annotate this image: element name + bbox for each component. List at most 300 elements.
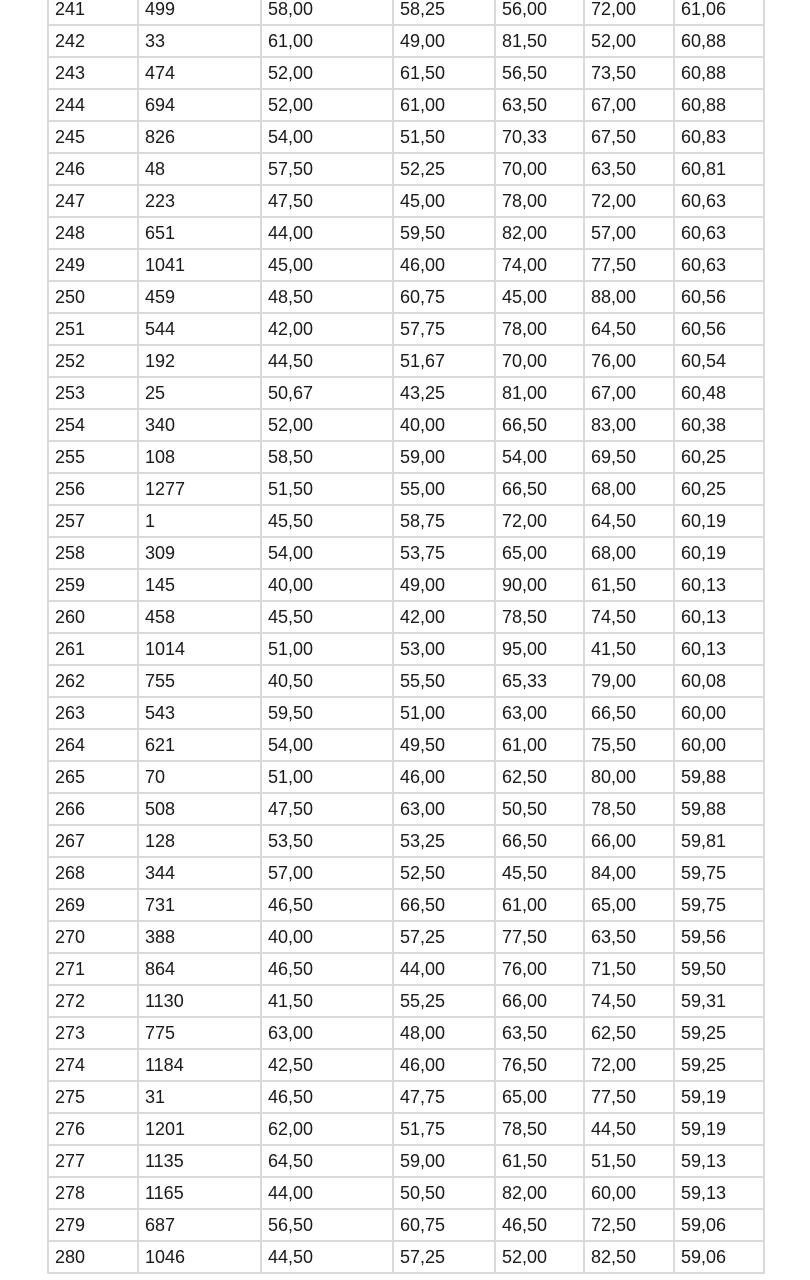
- cell-average: 60,25: [674, 441, 764, 473]
- cell-score-4: 71,50: [584, 953, 674, 985]
- cell-score-4: 65,00: [584, 889, 674, 921]
- cell-score-1: 57,50: [261, 153, 393, 185]
- cell-id: 309: [138, 537, 261, 569]
- cell-score-3: 78,50: [495, 1113, 584, 1145]
- table-row: [48, 729, 764, 761]
- cell-rank: 266: [48, 793, 138, 825]
- cell-score-1: 46,50: [261, 889, 393, 921]
- cell-average: 59,25: [674, 1017, 764, 1049]
- cell-id: 145: [138, 569, 261, 601]
- cell-score-2: 55,00: [393, 473, 495, 505]
- cell-score-3: 45,50: [495, 857, 584, 889]
- cell-score-1: 64,50: [261, 1145, 393, 1177]
- table-row: [48, 409, 764, 441]
- cell-average: 59,50: [674, 953, 764, 985]
- cell-id: 687: [138, 1209, 261, 1241]
- cell-id: 340: [138, 409, 261, 441]
- cell-score-4: 63,50: [584, 921, 674, 953]
- cell-average: 59,06: [674, 1241, 764, 1273]
- table-row: [48, 825, 764, 857]
- cell-score-1: 42,50: [261, 1049, 393, 1081]
- cell-score-1: 46,50: [261, 953, 393, 985]
- cell-id: 1046: [138, 1241, 261, 1273]
- cell-average: 59,25: [674, 1049, 764, 1081]
- cell-score-2: 46,00: [393, 1049, 495, 1081]
- cell-rank: 265: [48, 761, 138, 793]
- cell-id: 1184: [138, 1049, 261, 1081]
- cell-score-4: 72,00: [584, 0, 674, 25]
- cell-score-3: 52,00: [495, 1241, 584, 1273]
- cell-score-3: 70,00: [495, 153, 584, 185]
- cell-score-3: 70,33: [495, 121, 584, 153]
- cell-score-3: 66,00: [495, 985, 584, 1017]
- cell-average: 61,06: [674, 0, 764, 25]
- cell-average: 60,88: [674, 25, 764, 57]
- cell-rank: 277: [48, 1145, 138, 1177]
- cell-rank: 248: [48, 217, 138, 249]
- table-row: [48, 281, 764, 313]
- cell-score-2: 57,75: [393, 313, 495, 345]
- cell-score-4: 74,50: [584, 985, 674, 1017]
- cell-id: 192: [138, 345, 261, 377]
- cell-score-4: 68,00: [584, 473, 674, 505]
- table-row: [48, 1241, 764, 1273]
- cell-average: 60,19: [674, 537, 764, 569]
- cell-score-1: 45,00: [261, 249, 393, 281]
- cell-average: 59,75: [674, 857, 764, 889]
- cell-score-4: 72,50: [584, 1209, 674, 1241]
- cell-score-3: 70,00: [495, 345, 584, 377]
- table-row: [48, 985, 764, 1017]
- cell-rank: 257: [48, 505, 138, 537]
- cell-score-1: 40,00: [261, 921, 393, 953]
- cell-rank: 270: [48, 921, 138, 953]
- cell-score-2: 61,00: [393, 89, 495, 121]
- cell-score-3: 50,50: [495, 793, 584, 825]
- table-row: [48, 121, 764, 153]
- cell-rank: 262: [48, 665, 138, 697]
- cell-average: 60,00: [674, 729, 764, 761]
- cell-id: 344: [138, 857, 261, 889]
- cell-id: 544: [138, 313, 261, 345]
- cell-score-1: 51,00: [261, 761, 393, 793]
- cell-rank: 260: [48, 601, 138, 633]
- cell-score-2: 53,25: [393, 825, 495, 857]
- cell-rank: 280: [48, 1241, 138, 1273]
- cell-score-4: 76,00: [584, 345, 674, 377]
- cell-rank: 251: [48, 313, 138, 345]
- cell-rank: 279: [48, 1209, 138, 1241]
- cell-score-2: 60,75: [393, 281, 495, 313]
- cell-rank: 268: [48, 857, 138, 889]
- cell-score-3: 46,50: [495, 1209, 584, 1241]
- cell-rank: 272: [48, 985, 138, 1017]
- table-row: [48, 1145, 764, 1177]
- cell-score-2: 57,25: [393, 1241, 495, 1273]
- cell-score-3: 78,50: [495, 601, 584, 633]
- cell-rank: 271: [48, 953, 138, 985]
- cell-average: 59,19: [674, 1113, 764, 1145]
- cell-rank: 242: [48, 25, 138, 57]
- cell-score-2: 47,75: [393, 1081, 495, 1113]
- cell-score-2: 55,50: [393, 665, 495, 697]
- cell-average: 60,88: [674, 57, 764, 89]
- table-body: [48, 0, 764, 1273]
- cell-score-4: 82,50: [584, 1241, 674, 1273]
- cell-score-4: 88,00: [584, 281, 674, 313]
- cell-score-3: 66,50: [495, 825, 584, 857]
- cell-score-2: 63,00: [393, 793, 495, 825]
- cell-score-1: 54,00: [261, 729, 393, 761]
- cell-score-1: 52,00: [261, 57, 393, 89]
- cell-score-2: 53,00: [393, 633, 495, 665]
- table-row: [48, 697, 764, 729]
- results-table: [47, 0, 765, 1274]
- cell-id: 694: [138, 89, 261, 121]
- cell-rank: 255: [48, 441, 138, 473]
- cell-score-1: 42,00: [261, 313, 393, 345]
- table-row: [48, 313, 764, 345]
- cell-id: 775: [138, 1017, 261, 1049]
- cell-score-3: 65,00: [495, 1081, 584, 1113]
- cell-score-1: 51,00: [261, 633, 393, 665]
- cell-score-1: 54,00: [261, 537, 393, 569]
- cell-id: 1014: [138, 633, 261, 665]
- cell-score-2: 55,25: [393, 985, 495, 1017]
- cell-rank: 252: [48, 345, 138, 377]
- cell-id: 1165: [138, 1177, 261, 1209]
- table-row: [48, 537, 764, 569]
- cell-rank: 274: [48, 1049, 138, 1081]
- cell-score-3: 56,50: [495, 57, 584, 89]
- cell-id: 1041: [138, 249, 261, 281]
- cell-score-4: 83,00: [584, 409, 674, 441]
- cell-score-4: 68,00: [584, 537, 674, 569]
- cell-average: 59,56: [674, 921, 764, 953]
- table-row: [48, 25, 764, 57]
- cell-score-1: 58,00: [261, 0, 393, 25]
- cell-rank: 276: [48, 1113, 138, 1145]
- cell-average: 60,00: [674, 697, 764, 729]
- cell-id: 1277: [138, 473, 261, 505]
- cell-score-4: 64,50: [584, 313, 674, 345]
- cell-rank: 244: [48, 89, 138, 121]
- cell-id: 621: [138, 729, 261, 761]
- cell-score-4: 77,50: [584, 1081, 674, 1113]
- cell-score-3: 56,00: [495, 0, 584, 25]
- cell-average: 60,13: [674, 601, 764, 633]
- cell-score-4: 61,50: [584, 569, 674, 601]
- cell-average: 60,38: [674, 409, 764, 441]
- cell-score-2: 44,00: [393, 953, 495, 985]
- table-row: [48, 569, 764, 601]
- cell-average: 60,13: [674, 633, 764, 665]
- cell-rank: 253: [48, 377, 138, 409]
- cell-score-1: 54,00: [261, 121, 393, 153]
- cell-score-4: 41,50: [584, 633, 674, 665]
- cell-score-1: 51,50: [261, 473, 393, 505]
- cell-score-3: 45,00: [495, 281, 584, 313]
- cell-score-4: 66,00: [584, 825, 674, 857]
- cell-id: 826: [138, 121, 261, 153]
- cell-score-2: 46,00: [393, 249, 495, 281]
- cell-average: 59,81: [674, 825, 764, 857]
- cell-rank: 254: [48, 409, 138, 441]
- cell-average: 60,63: [674, 217, 764, 249]
- cell-score-2: 58,25: [393, 0, 495, 25]
- cell-id: 128: [138, 825, 261, 857]
- cell-score-2: 60,75: [393, 1209, 495, 1241]
- cell-id: 864: [138, 953, 261, 985]
- cell-score-3: 61,50: [495, 1145, 584, 1177]
- cell-score-2: 52,25: [393, 153, 495, 185]
- table-row: [48, 57, 764, 89]
- cell-score-2: 50,50: [393, 1177, 495, 1209]
- table-row: [48, 761, 764, 793]
- table-row: [48, 1081, 764, 1113]
- cell-score-3: 81,50: [495, 25, 584, 57]
- cell-rank: 246: [48, 153, 138, 185]
- cell-rank: 263: [48, 697, 138, 729]
- cell-id: 499: [138, 0, 261, 25]
- cell-average: 59,13: [674, 1145, 764, 1177]
- cell-id: 731: [138, 889, 261, 921]
- cell-score-3: 78,00: [495, 313, 584, 345]
- cell-score-2: 66,50: [393, 889, 495, 921]
- cell-id: 1201: [138, 1113, 261, 1145]
- cell-score-4: 44,50: [584, 1113, 674, 1145]
- cell-score-2: 58,75: [393, 505, 495, 537]
- cell-rank: 241: [48, 0, 138, 25]
- cell-average: 60,25: [674, 473, 764, 505]
- cell-rank: 256: [48, 473, 138, 505]
- cell-score-1: 56,50: [261, 1209, 393, 1241]
- cell-score-4: 67,00: [584, 89, 674, 121]
- cell-score-2: 42,00: [393, 601, 495, 633]
- table-row: [48, 1209, 764, 1241]
- cell-average: 60,63: [674, 249, 764, 281]
- cell-rank: 264: [48, 729, 138, 761]
- cell-average: 59,88: [674, 793, 764, 825]
- table-row: [48, 153, 764, 185]
- table-row: [48, 185, 764, 217]
- table-row: [48, 473, 764, 505]
- cell-score-3: 81,00: [495, 377, 584, 409]
- cell-id: 70: [138, 761, 261, 793]
- cell-score-1: 48,50: [261, 281, 393, 313]
- cell-rank: 258: [48, 537, 138, 569]
- cell-score-4: 57,00: [584, 217, 674, 249]
- cell-id: 508: [138, 793, 261, 825]
- cell-rank: 249: [48, 249, 138, 281]
- cell-score-2: 46,00: [393, 761, 495, 793]
- table-row: [48, 217, 764, 249]
- cell-score-3: 62,50: [495, 761, 584, 793]
- cell-score-1: 45,50: [261, 601, 393, 633]
- table-row: [48, 1177, 764, 1209]
- cell-id: 459: [138, 281, 261, 313]
- cell-id: 31: [138, 1081, 261, 1113]
- cell-score-3: 65,33: [495, 665, 584, 697]
- cell-score-2: 51,75: [393, 1113, 495, 1145]
- cell-score-1: 44,50: [261, 345, 393, 377]
- cell-average: 60,54: [674, 345, 764, 377]
- cell-score-4: 67,00: [584, 377, 674, 409]
- cell-score-2: 40,00: [393, 409, 495, 441]
- cell-score-2: 49,50: [393, 729, 495, 761]
- cell-score-2: 45,00: [393, 185, 495, 217]
- table-row: [48, 377, 764, 409]
- table-row: [48, 505, 764, 537]
- cell-average: 60,83: [674, 121, 764, 153]
- cell-rank: 269: [48, 889, 138, 921]
- cell-score-3: 66,50: [495, 473, 584, 505]
- cell-score-3: 82,00: [495, 1177, 584, 1209]
- table-row: [48, 89, 764, 121]
- cell-score-2: 59,00: [393, 1145, 495, 1177]
- cell-score-3: 82,00: [495, 217, 584, 249]
- cell-score-1: 40,50: [261, 665, 393, 697]
- cell-average: 60,63: [674, 185, 764, 217]
- cell-average: 60,81: [674, 153, 764, 185]
- cell-score-1: 52,00: [261, 89, 393, 121]
- table-row: [48, 601, 764, 633]
- cell-id: 1: [138, 505, 261, 537]
- cell-score-1: 52,00: [261, 409, 393, 441]
- cell-score-4: 60,00: [584, 1177, 674, 1209]
- cell-score-2: 51,50: [393, 121, 495, 153]
- cell-rank: 278: [48, 1177, 138, 1209]
- cell-rank: 261: [48, 633, 138, 665]
- cell-score-4: 72,00: [584, 185, 674, 217]
- table-row: [48, 249, 764, 281]
- cell-score-1: 50,67: [261, 377, 393, 409]
- cell-id: 48: [138, 153, 261, 185]
- cell-average: 60,56: [674, 313, 764, 345]
- cell-id: 474: [138, 57, 261, 89]
- cell-score-4: 64,50: [584, 505, 674, 537]
- cell-score-2: 43,25: [393, 377, 495, 409]
- cell-score-1: 44,00: [261, 217, 393, 249]
- cell-rank: 245: [48, 121, 138, 153]
- cell-average: 60,56: [674, 281, 764, 313]
- cell-score-2: 51,00: [393, 697, 495, 729]
- cell-score-1: 44,50: [261, 1241, 393, 1273]
- cell-score-4: 74,50: [584, 601, 674, 633]
- cell-score-4: 80,00: [584, 761, 674, 793]
- cell-average: 60,08: [674, 665, 764, 697]
- cell-score-2: 49,00: [393, 25, 495, 57]
- cell-average: 60,19: [674, 505, 764, 537]
- cell-score-1: 46,50: [261, 1081, 393, 1113]
- cell-score-4: 79,00: [584, 665, 674, 697]
- cell-score-4: 69,50: [584, 441, 674, 473]
- cell-rank: 243: [48, 57, 138, 89]
- cell-score-3: 76,00: [495, 953, 584, 985]
- table-row: [48, 665, 764, 697]
- cell-score-4: 63,50: [584, 153, 674, 185]
- table-row: [48, 921, 764, 953]
- cell-score-1: 40,00: [261, 569, 393, 601]
- spreadsheet-view: [47, 0, 763, 1274]
- cell-id: 458: [138, 601, 261, 633]
- cell-id: 108: [138, 441, 261, 473]
- cell-score-3: 61,00: [495, 889, 584, 921]
- cell-score-4: 84,00: [584, 857, 674, 889]
- cell-rank: 275: [48, 1081, 138, 1113]
- table-row: [48, 793, 764, 825]
- table-row: [48, 633, 764, 665]
- cell-id: 33: [138, 25, 261, 57]
- cell-score-4: 67,50: [584, 121, 674, 153]
- cell-score-3: 77,50: [495, 921, 584, 953]
- cell-score-3: 63,00: [495, 697, 584, 729]
- cell-score-3: 90,00: [495, 569, 584, 601]
- cell-score-3: 72,00: [495, 505, 584, 537]
- cell-score-1: 53,50: [261, 825, 393, 857]
- cell-average: 60,48: [674, 377, 764, 409]
- cell-score-2: 48,00: [393, 1017, 495, 1049]
- cell-score-1: 61,00: [261, 25, 393, 57]
- cell-average: 59,75: [674, 889, 764, 921]
- cell-score-3: 66,50: [495, 409, 584, 441]
- cell-score-1: 44,00: [261, 1177, 393, 1209]
- cell-score-4: 78,50: [584, 793, 674, 825]
- cell-score-4: 51,50: [584, 1145, 674, 1177]
- cell-score-3: 76,50: [495, 1049, 584, 1081]
- cell-score-2: 59,50: [393, 217, 495, 249]
- cell-score-4: 52,00: [584, 25, 674, 57]
- cell-id: 1130: [138, 985, 261, 1017]
- cell-rank: 247: [48, 185, 138, 217]
- cell-score-3: 61,00: [495, 729, 584, 761]
- cell-score-1: 47,50: [261, 793, 393, 825]
- cell-score-1: 63,00: [261, 1017, 393, 1049]
- cell-average: 60,88: [674, 89, 764, 121]
- cell-score-3: 54,00: [495, 441, 584, 473]
- cell-score-1: 58,50: [261, 441, 393, 473]
- table-row: [48, 441, 764, 473]
- cell-average: 60,13: [674, 569, 764, 601]
- cell-average: 59,13: [674, 1177, 764, 1209]
- cell-score-2: 52,50: [393, 857, 495, 889]
- cell-score-3: 63,50: [495, 89, 584, 121]
- cell-average: 59,88: [674, 761, 764, 793]
- table-row: [48, 0, 764, 25]
- table-row: [48, 889, 764, 921]
- cell-score-2: 57,25: [393, 921, 495, 953]
- cell-id: 1135: [138, 1145, 261, 1177]
- table-row: [48, 1049, 764, 1081]
- cell-rank: 259: [48, 569, 138, 601]
- cell-score-4: 75,50: [584, 729, 674, 761]
- cell-average: 59,06: [674, 1209, 764, 1241]
- cell-score-3: 78,00: [495, 185, 584, 217]
- table-row: [48, 1113, 764, 1145]
- cell-id: 755: [138, 665, 261, 697]
- cell-score-4: 72,00: [584, 1049, 674, 1081]
- table-row: [48, 345, 764, 377]
- cell-score-4: 62,50: [584, 1017, 674, 1049]
- table-row: [48, 1017, 764, 1049]
- cell-score-1: 47,50: [261, 185, 393, 217]
- cell-score-1: 45,50: [261, 505, 393, 537]
- cell-score-1: 59,50: [261, 697, 393, 729]
- cell-id: 543: [138, 697, 261, 729]
- cell-score-2: 59,00: [393, 441, 495, 473]
- cell-score-3: 74,00: [495, 249, 584, 281]
- cell-score-1: 41,50: [261, 985, 393, 1017]
